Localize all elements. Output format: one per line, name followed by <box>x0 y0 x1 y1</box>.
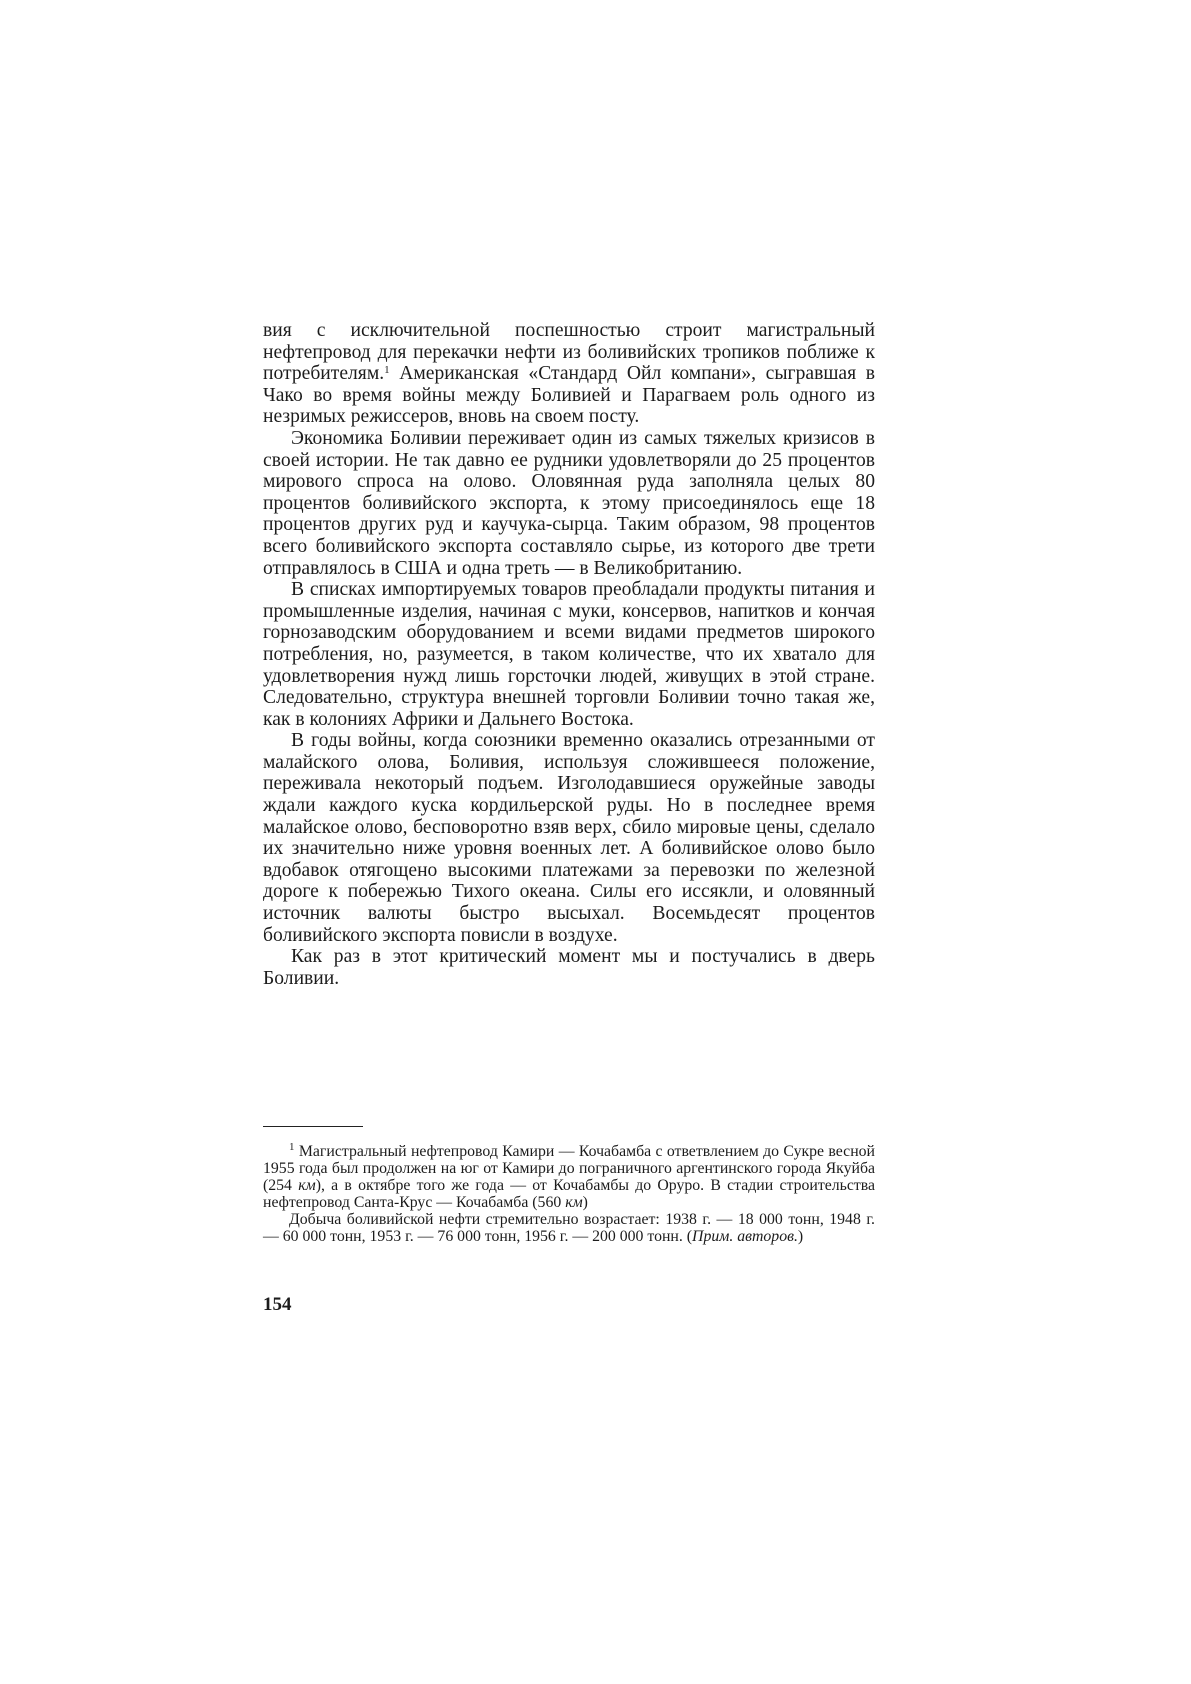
footnote-1-text-3: ) <box>582 1194 588 1211</box>
paragraph-1-text-continued: Американская «Стандард Ойл компани», сыгравшая в Чако во время войны между Боливией и Парагваем роль одного из незримых режиссеров, вновь на своем посту. <box>263 363 875 428</box>
footnote-1-marker: 1 <box>289 1141 295 1153</box>
footnote-2-text: Добыча боливийской нефти стремительно возрастает: 1938 г. — 18 000 тонн, 1948 г. — 60 000 тонн, 1953 г. — 76 000 тонн, 1956 г. — 200 000 тонн. ( <box>263 1211 875 1245</box>
footnote-1 <box>263 1143 875 1211</box>
page-number: 154 <box>263 1294 292 1315</box>
footnotes <box>263 1143 875 1245</box>
footnote-1-text: Магистральный нефтепровод Камири — Кочабамба с ответвлением до Сукре весной 1955 года был продолжен на юг от Камири до пограничного аргентинского города Якуйба (254 <box>263 1143 875 1194</box>
paragraph-1-text: вия с исключительной поспешностью строит магистральный нефтепровод для перекачки нефти из боливийских тропиков поближе к потребителям. <box>263 320 875 385</box>
paragraph-5: Как раз в этот критический момент мы и постучались в дверь Боливии. <box>263 946 875 989</box>
footnote-marker: 1 <box>384 364 390 377</box>
footnote-1-unit-2: км <box>565 1194 583 1211</box>
paragraph-1 <box>263 320 875 428</box>
paragraph-2: Экономика Боливии переживает один из самых тяжелых кризисов в своей истории. Не так давно ее рудники удовлетворяли до 25 процентов мирового спроса на олово. Оловянная руда заполняла целых 80 процентов боливийского экспорта, к этому присоединялось еще 18 процентов других руд и каучука-сырца. Таким образом, 98 процентов всего боливийского экспорта составляло сырье, из которого две трети отправлялось в США и одна треть — в Великобританию. <box>263 427 875 579</box>
paragraph-4: В годы войны, когда союзники временно оказались отрезанными от малайского олова, Боливия, используя сложившееся положение, переживала некоторый подъем. Изголодавшиеся оружейные заводы ждали каждого куска кордильерской руды. Но в последнее время малайское олово, бесповоротно взяв верх, сбило мировые цены, сделало их значительно ниже уровня военных лет. А боливийское олово было вдобавок отягощено высокими платежами за перевозки по железной дороге к побережью Тихого океана. Силы его иссякли, и оловянный источник валюты быстро высыхал. Восемьдесят процентов боливийского экспорта повисли в воздухе. <box>263 730 875 946</box>
footnote-1-text-2: ), а в октябре того же года — от Кочабамбы до Оруро. В стадии строительства нефтепровод Санта-Крус — Кочабамба (560 <box>263 1177 875 1211</box>
main-text <box>263 320 875 989</box>
authors-note: Прим. авторов. <box>692 1228 798 1245</box>
footnote-1-unit-1: км <box>298 1177 316 1194</box>
paragraph-3: В списках импортируемых товаров преобладали продукты питания и промышленные изделия, начиная с муки, консервов, напитков и кончая горнозаводским оборудованием и всеми видами предметов широкого потребления, но, разумеется, в таком количестве, что их хватало для удовлетворения нужд лишь горсточки людей, живущих в этой стране. Следовательно, структура внешней торговли Боливии точно такая же, как в колониях Африки и Дальнего Востока. <box>263 579 875 730</box>
footnote-2-closing: ) <box>797 1228 804 1245</box>
footnote-divider <box>263 1126 363 1127</box>
footnote-1-continued <box>263 1211 875 1245</box>
